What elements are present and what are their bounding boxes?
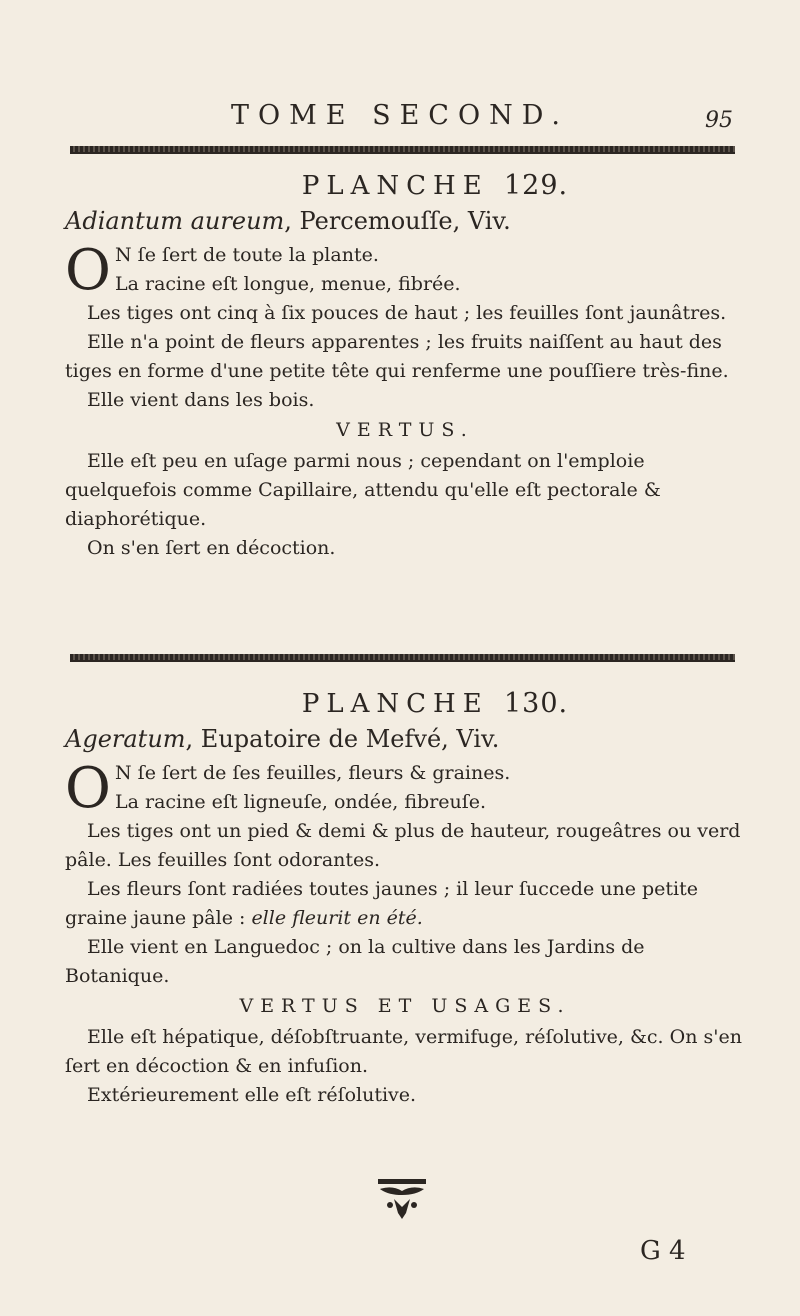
paragraph: Extérieurement elle eſt réſolutive. xyxy=(87,1084,417,1106)
middle-ornamental-rule xyxy=(70,654,735,662)
vertus-heading: VERTUS. xyxy=(336,419,474,441)
plate-130-section xyxy=(65,688,745,1110)
paragraph: Les tiges ont cinq à ſix pouces de haut ; les feuilles ſont jaunâtres. xyxy=(87,302,727,324)
drop-cap: O xyxy=(65,238,111,303)
paragraph xyxy=(65,875,745,933)
opening-paragraph xyxy=(65,756,745,821)
species-name-line xyxy=(65,725,745,753)
plate-title-label: PLANCHE xyxy=(301,689,489,719)
paragraph: On s'en ſert en décoction. xyxy=(87,537,336,559)
paragraph: Elle eſt peu en uſage parmi nous ; cependant on l'emploie quelquefois comme Capillaire, attendu qu'elle eſt pectorale & diaphorétique. xyxy=(65,450,661,530)
paragraph-text: Les fleurs ſont radiées toutes jaunes ; il leur ſuccede une petite graine jaune pâle : xyxy=(65,878,699,929)
plate-number: 129. xyxy=(503,170,569,201)
vertus-usages-heading: VERTUS ET USAGES. xyxy=(239,995,571,1017)
plate-129-section xyxy=(65,170,745,563)
paragraph: Elle eſt hépatique, déſobſtruante, vermifuge, réſolutive, &c. On s'en ſert en décoction & en infuſion. xyxy=(65,1026,742,1077)
opening-line: N ſe ſert de toute la plante. xyxy=(115,244,379,266)
opening-line: N ſe ſert de ſes feuilles, fleurs & graines. xyxy=(115,762,511,784)
plate-title-label: PLANCHE xyxy=(301,171,489,201)
opening-line: La racine eſt ligneuſe, ondée, fibreuſe. xyxy=(115,791,487,813)
paragraph: Elle n'a point de fleurs apparentes ; les fruits naiſſent au haut des tiges en forme d'une petite tête qui renferme une pouſſiere très-fine. xyxy=(65,331,729,382)
species-name-line xyxy=(65,207,745,235)
plate-number: 130. xyxy=(503,688,569,719)
running-head: TOME SECOND. xyxy=(231,100,569,131)
paragraph-italic-text: elle fleurit en été. xyxy=(251,907,423,929)
latin-name: Ageratum xyxy=(65,725,186,753)
plate-130-title xyxy=(65,688,745,719)
signature-mark: G 4 xyxy=(640,1236,686,1266)
paragraph: Les tiges ont un pied & demi & plus de hauteur, rougeâtres ou verd pâle. Les feuilles ſont odorantes. xyxy=(65,820,741,871)
page-number: 95 xyxy=(705,108,733,133)
opening-paragraph xyxy=(65,238,745,303)
latin-name: Adiantum aureum xyxy=(65,207,285,235)
common-name: , Percemouſſe, Viv. xyxy=(284,207,511,235)
plate-129-title xyxy=(65,170,745,201)
drop-cap: O xyxy=(65,756,111,821)
top-ornamental-rule xyxy=(70,146,735,154)
opening-line: La racine eſt longue, menue, fibrée. xyxy=(115,273,461,295)
paragraph: Elle vient en Languedoc ; on la cultive dans les Jardins de Botanique. xyxy=(65,936,645,987)
common-name: , Eupatoire de Mefvé, Viv. xyxy=(185,725,500,753)
paragraph: Elle vient dans les bois. xyxy=(87,389,315,411)
tailpiece-ornament-icon xyxy=(370,1177,434,1227)
